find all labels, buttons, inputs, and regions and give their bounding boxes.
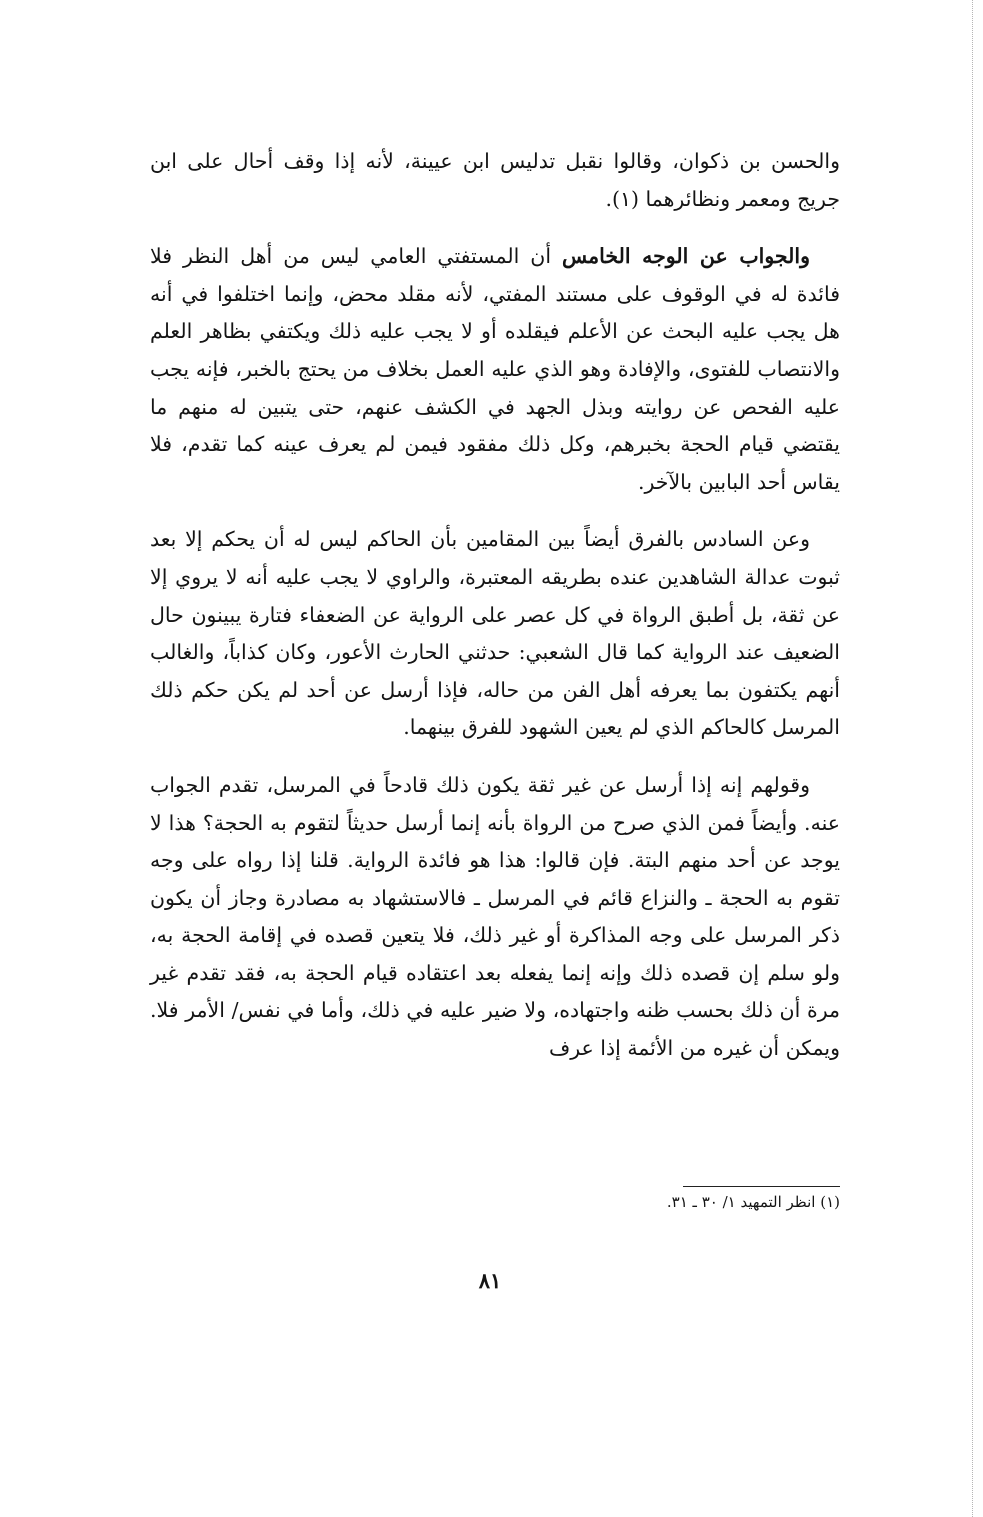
paragraph-1 — [150, 143, 840, 218]
paragraph-gap — [150, 501, 840, 521]
page-number: ٨١ — [478, 1268, 502, 1293]
paragraph-3 — [150, 521, 840, 747]
footnote-separator — [683, 1186, 840, 1187]
paragraph-3-text: وعن السادس بالفرق أيضاً بين المقامين بأن الحاكم ليس له أن يحكم إلا بعد ثبوت عدالة الشاهدين عنده بطريقه المعتبرة، والراوي لا يجب عليه أنه لا يروي إلا عن ثقة، بل أطبق الرواة في كل عصر على الرواية عن الضعفاء فتارة يبينون حال الضعيف عند الرواية كما قال الشعبي: حدثني الحارث الأعور، وكان كذاباً، والغالب أنهم يكتفون بما يعرفه أهل الفن من حاله، فإذا أرسل عن أحد لم يكن حكم ذلك المرسل كالحاكم الذي لم يعين الشهود للفرق بينهما. — [150, 527, 840, 740]
scan-edge-dotted-line — [972, 0, 973, 1517]
paragraph-2-text: أن المستفتي العامي ليس من أهل النظر فلا فائدة له في الوقوف على مستند المفتي، لأنه مقلد محض، وإنما اختلفوا في أنه هل يجب عليه البحث عن الأعلم فيقلده أو لا يجب عليه ذلك ويكتفي بظاهر العلم والانتصاب للفتوى، والإفادة وهو الذي عليه العمل بخلاف من يحتج بالخبر، فإنه يجب عليه الفحص عن روايته وبذل الجهد في الكشف عنهم، حتى يتبين له منهم ما يقتضي قيام الحجة بخبرهم، وكل ذلك مفقود فيمن لم يعرف عينه كما تقدم، فلا يقاس أحد البابين بالآخر. — [150, 244, 840, 494]
paragraph-gap — [150, 218, 840, 238]
paragraph-1-text: والحسن بن ذكوان، وقالوا نقبل تدليس ابن عيينة، لأنه إذا وقف أحال على ابن جريج ومعمر ونظائرهما (١). — [150, 149, 840, 211]
paragraph-4-text: وقولهم إنه إذا أرسل عن غير ثقة يكون ذلك قادحاً في المرسل، تقدم الجواب عنه. وأيضاً فمن الذي صرح من الرواة بأنه إنما أرسل حديثاً لتقوم به الحجة؟ هذا لا يوجد عن أحد منهم البتة. فإن قالوا: هذا هو فائدة الرواية. قلنا إذا رواه على وجه تقوم به الحجة ـ والنزاع قائم في المرسل ـ فالاستشهاد به مصادرة وجاز أن يكون ذكر المرسل على وجه المذاكرة أو غير ذلك، فلا يتعين قصده في إقامة الحجة به، ولو سلم إن قصده ذلك وإنه إنما يفعله بعد اعتقاده قيام الحجة به، فقد تقدم غير مرة أن ذلك بحسب ظنه واجتهاده، ولا ضير عليه في ذلك، وأما في نفس/ الأمر فلا. ويمكن أن غيره من الأئمة إذا عرف — [150, 772, 840, 1061]
paragraph-4 — [150, 767, 840, 1068]
paragraph-2 — [150, 238, 840, 501]
paragraph-2-lead: والجواب عن الوجه الخامس — [562, 244, 810, 269]
main-text-block — [150, 143, 840, 1068]
paragraph-gap — [150, 747, 840, 767]
footnote: (١) انظر التمهيد ١/ ٣٠ ـ ٣١. — [666, 1193, 840, 1211]
